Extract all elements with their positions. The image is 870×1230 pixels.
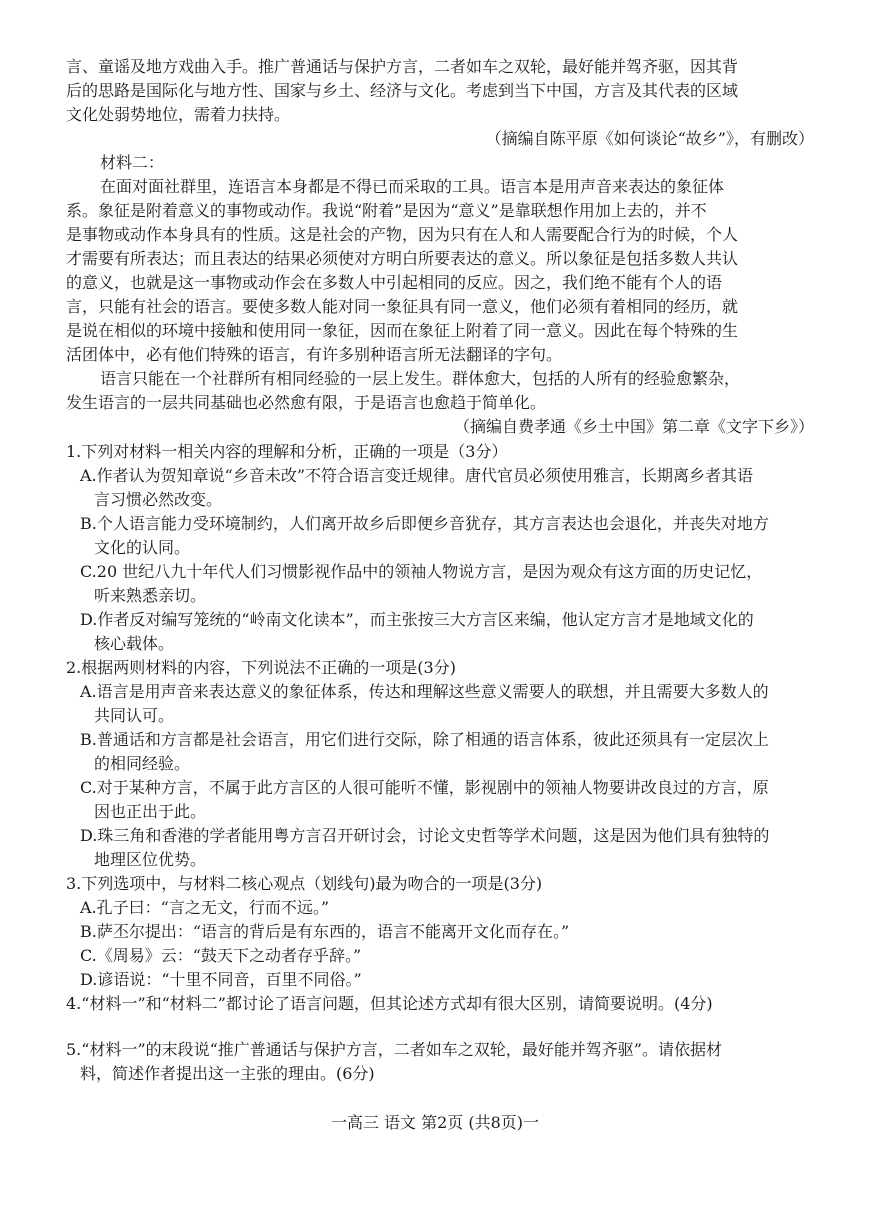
material2-line: 才需要有所表达；而且表达的结果必须使对方明白所要表达的意义。所以象征是包括多数人共认 — [66, 249, 739, 268]
material2-line: 言，只能有社会的语言。要使多数人能对同一象征具有同一意义，他们必须有着相同的经历，就 — [66, 297, 739, 316]
question-1-option-a-cont: 言习惯必然改变。 — [94, 490, 223, 509]
question-3-option-d: D.谚语说：“十里不同音，百里不同俗。” — [80, 970, 362, 989]
question-1-option-d: D.作者反对编写笼统的“岭南文化读本”，而主张按三大方言区来编，他认定方言才是地域文化的 — [80, 610, 754, 629]
question-1-option-b-cont: 文化的认同。 — [94, 538, 191, 557]
question-2-stem: 2.根据两则材料的内容，下列说法不正确的一项是(3分) — [66, 658, 456, 677]
material2-line: 语言只能在一个社群所有相同经验的一层上发生。群体愈大，包括的人所有的经验愈繁杂， — [100, 369, 741, 388]
question-1-option-b: B.个人语言能力受环境制约，人们离开故乡后即便乡音犹存，其方言表达也会退化，并丧失对地方 — [80, 514, 769, 533]
material2-line: 发生语言的一层共同基础也必然愈有限，于是语言也愈趋于简单化。 — [66, 393, 547, 412]
question-1-option-a: A.作者认为贺知章说“乡音未改”不符合语言变迁规律。唐代官员必须使用雅言，长期离乡者其语 — [80, 466, 754, 485]
question-2-option-a-cont: 共同认可。 — [94, 706, 175, 725]
material2-line: 是事物或动作本身具有的性质。这是社会的产物，因为只有在人和人需要配合行为的时候，个人 — [66, 225, 739, 244]
question-2-option-d-cont: 地理区位优势。 — [94, 850, 207, 869]
question-2-option-b-cont: 的相同经验。 — [94, 754, 191, 773]
material2-line: 系。象征是附着意义的事物或动作。我说“附着”是因为“意义”是靠联想作用加上去的，并不 — [66, 201, 707, 220]
question-3-option-b: B.萨丕尔提出：“语言的背后是有东西的，语言不能离开文化而存在。” — [80, 922, 570, 941]
question-1-option-c: C.20 世纪八九十年代人们习惯影视作品中的领袖人物说方言，是因为观众有这方面的历史记忆， — [80, 562, 763, 581]
question-5-stem: 5.“材料一”的末段说“推广普通话与保护方言，二者如车之双轮，最好能并驾齐驱”。请依据材 — [66, 1040, 722, 1059]
material2-source: （摘编自费孝通《乡土中国》第二章《文字下乡》） — [453, 417, 814, 436]
question-4-stem: 4.“材料一”和“材料二”都讨论了语言问题，但其论述方式却有很大区别，请简要说明。(4分) — [66, 994, 713, 1013]
question-2-option-a: A.语言是用声音来表达意义的象征体系，传达和理解这些意义需要人的联想，并且需要大多数人的 — [80, 682, 769, 701]
material2-line: 活团体中，必有他们特殊的语言，有许多别种语言所无法翻译的字句。 — [66, 345, 563, 364]
material1-line: 后的思路是国际化与地方性、国家与乡土、经济与文化。考虑到当下中国，方言及其代表的区域 — [66, 81, 739, 100]
question-2-option-c-cont: 因也正出于此。 — [94, 802, 207, 821]
material2-line: 的意义，也就是这一事物或动作会在多数人中引起相同的反应。因之，我们绝不能有个人的语 — [66, 273, 723, 292]
question-1-option-d-cont: 核心载体。 — [94, 634, 175, 653]
question-2-option-b: B.普通话和方言都是社会语言，用它们进行交际，除了相通的语言体系，彼此还须具有一定层次上 — [80, 730, 769, 749]
question-2-option-d: D.珠三角和香港的学者能用粤方言召开研讨会，讨论文史哲等学术问题，这是因为他们具有独特的 — [80, 826, 770, 845]
question-3-option-c: C.《周易》云：“鼓天下之动者存乎辞。” — [80, 946, 362, 965]
material1-source: （摘编自陈平原《如何谈论“故乡”》，有删改） — [485, 129, 814, 148]
material2-line: 是说在相似的环境中接触和使用同一象征，因而在象征上附着了同一意义。因此在每个特殊的生 — [66, 321, 739, 340]
question-1-option-c-cont: 听来熟悉亲切。 — [94, 586, 207, 605]
question-1-stem: 1.下列对材料一相关内容的理解和分析，正确的一项是（3分） — [66, 442, 508, 461]
material1-line: 文化处弱势地位，需着力扶持。 — [66, 105, 291, 124]
material2-heading: 材料二： — [100, 153, 165, 172]
question-3-option-a: A.孔子曰：“言之无文，行而不远。” — [80, 898, 330, 917]
material2-line: 在面对面社群里，连语言本身都是不得已而采取的工具。语言本是用声音来表达的象征体 — [100, 177, 725, 196]
question-3-stem: 3.下列选项中，与材料二核心观点（划线句)最为吻合的一项是(3分) — [66, 874, 543, 893]
question-5-stem-cont: 料，简述作者提出这一主张的理由。(6分) — [80, 1064, 375, 1083]
question-2-option-c: C.对于某种方言，不属于此方言区的人很可能听不懂，影视剧中的领袖人物要讲改良过的方言，原 — [80, 778, 769, 797]
page-footer: 一高三 语文 第2页 (共8页)一 — [330, 1113, 540, 1132]
material1-line: 言、童谣及地方戏曲入手。推广普通话与保护方言，二者如车之双轮，最好能并驾齐驱，因其背 — [66, 57, 739, 76]
